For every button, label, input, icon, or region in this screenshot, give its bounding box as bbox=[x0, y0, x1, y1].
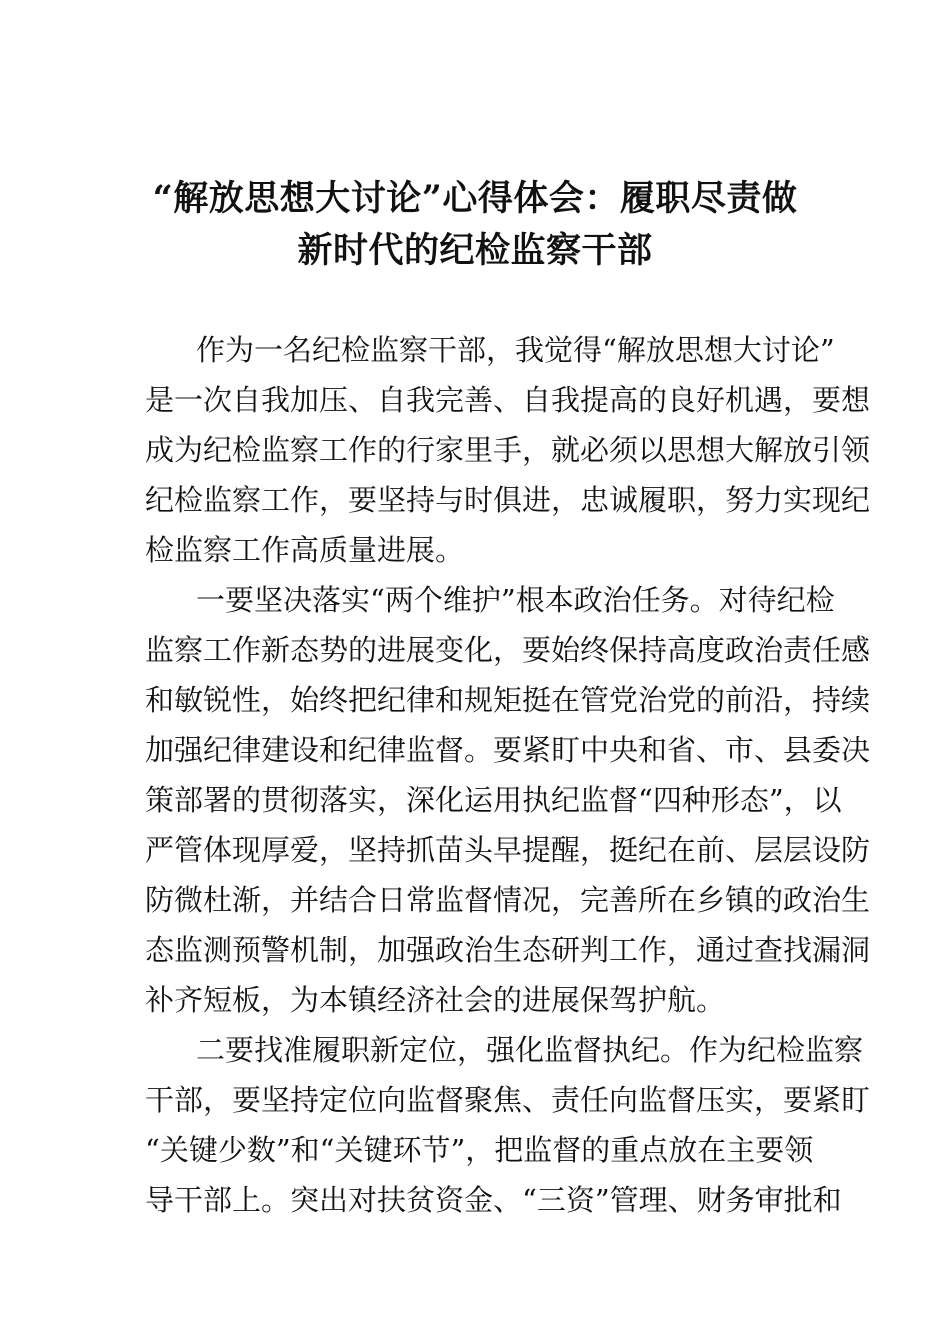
paragraph-2-line-4: 加强纪律建设和纪律监督。要紧盯中央和省、市、县委决 bbox=[145, 733, 871, 767]
paragraph-2-line-6: 严管体现厚爱，坚持抓苗头早提醒，挺纪在前、层层设防 bbox=[145, 833, 871, 867]
paragraph-2-line-9: 补齐短板，为本镇经济社会的进展保驾护航。 bbox=[145, 983, 726, 1017]
paragraph-3-line-4: 导干部上。突出对扶贫资金、“三资”管理、财务审批和 bbox=[145, 1183, 842, 1217]
paragraph-3-line-2: 干部，要坚持定位向监督聚焦、责任向监督压实，要紧盯 bbox=[145, 1083, 871, 1117]
paragraph-2-line-1: 一要坚决落实“两个维护”根本政治任务。对待纪检 bbox=[196, 583, 835, 617]
paragraph-1-line-4: 纪检监察工作，要坚持与时俱进，忠诚履职，努力实现纪 bbox=[145, 483, 871, 517]
paragraph-2-line-7: 防微杜渐，并结合日常监督情况，完善所在乡镇的政治生 bbox=[145, 883, 871, 917]
paragraph-2-line-8: 态监测预警机制，加强政治生态研判工作，通过查找漏洞 bbox=[145, 933, 871, 967]
paragraph-2-line-2: 监察工作新态势的进展变化，要始终保持高度政治责任感 bbox=[145, 633, 871, 667]
paragraph-1-line-5: 检监察工作高质量进展。 bbox=[145, 533, 465, 567]
paragraph-2-line-5: 策部署的贯彻落实，深化运用执纪监督“四种形态”，以 bbox=[145, 783, 842, 817]
document-title-line-2: 新时代的纪检监察干部 bbox=[297, 230, 653, 271]
paragraph-1-line-1: 作为一名纪检监察干部，我觉得“解放思想大讨论” bbox=[196, 333, 835, 367]
paragraph-2-line-3: 和敏锐性，始终把纪律和规矩挺在管党治党的前沿，持续 bbox=[145, 683, 871, 717]
paragraph-1-line-3: 成为纪检监察工作的行家里手，就必须以思想大解放引领 bbox=[145, 433, 871, 467]
paragraph-1-line-2: 是一次自我加压、自我完善、自我提高的良好机遇，要想 bbox=[145, 383, 871, 417]
paragraph-3-line-1: 二要找准履职新定位，强化监督执纪。作为纪检监察 bbox=[196, 1033, 864, 1067]
paragraph-3-line-3: “关键少数”和“关键环节”，把监督的重点放在主要领 bbox=[145, 1133, 814, 1167]
document-title-line-1: “解放思想大讨论”心得体会：履职尽责做 bbox=[152, 178, 798, 219]
